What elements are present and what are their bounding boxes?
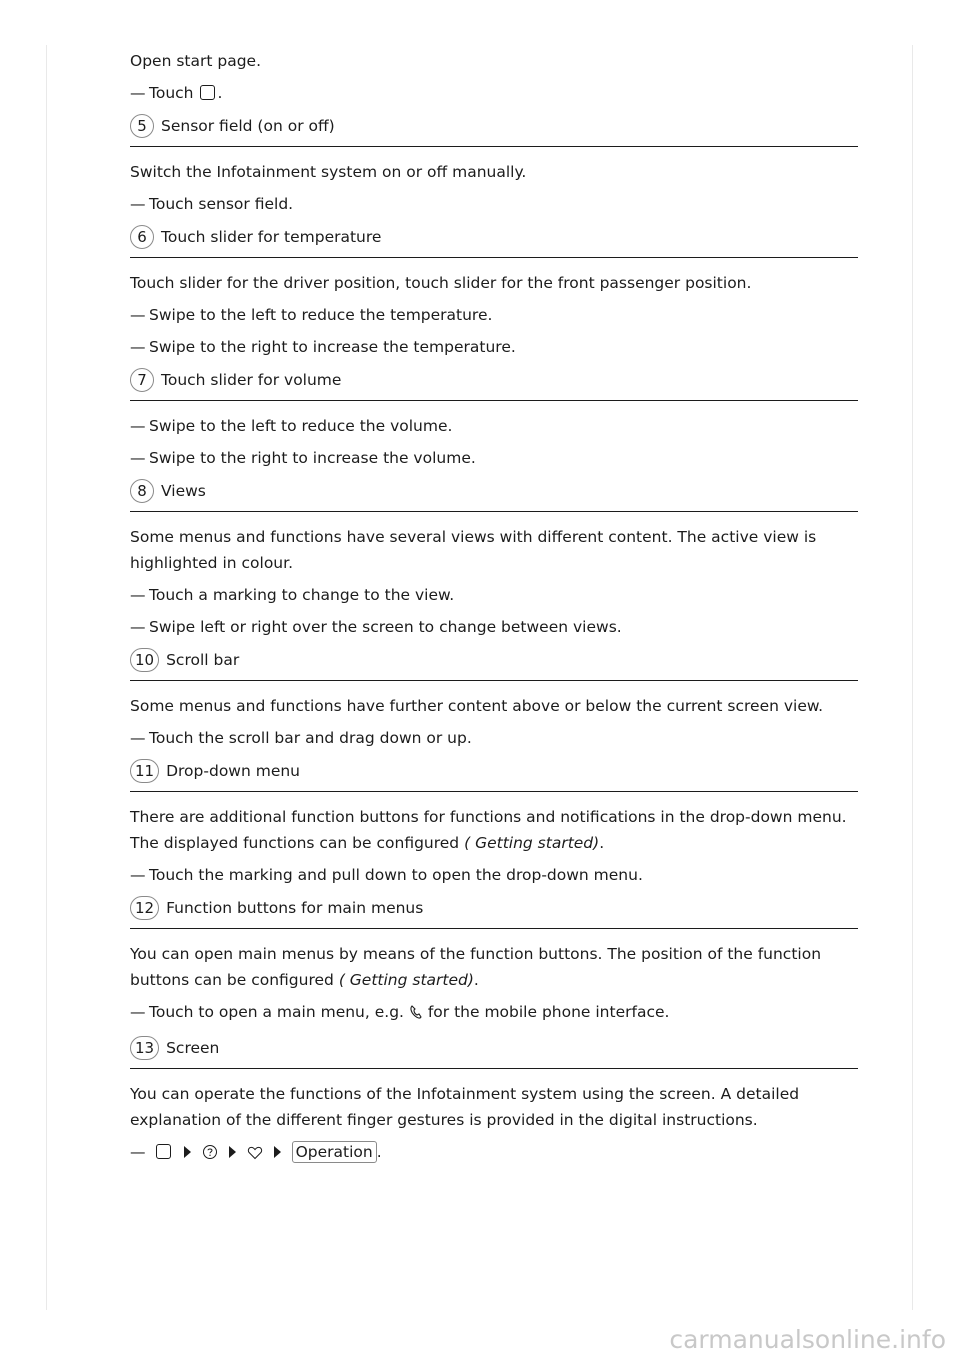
- phone-icon: [409, 1002, 423, 1028]
- section-number-badge: 11: [130, 759, 159, 783]
- section-header-11: [130, 759, 858, 792]
- section-number-badge: 13: [130, 1036, 159, 1060]
- help-circle-icon: [202, 1142, 218, 1168]
- cross-reference-link[interactable]: ( Getting started): [464, 834, 600, 852]
- section-title: Scroll bar: [166, 651, 240, 669]
- instruction-step: — Touch to open a main menu, e.g. for the mobile phone interface.: [130, 999, 858, 1028]
- section-title: Touch slider for temperature: [161, 228, 382, 246]
- page-margin-right: [912, 45, 913, 1310]
- heart-icon: [247, 1142, 263, 1168]
- section-title: Screen: [166, 1039, 220, 1057]
- watermark: carmanualsonline.info: [669, 1325, 946, 1354]
- instruction-step: — Touch the scroll bar and drag down or up.: [130, 729, 472, 747]
- section-header-10: [130, 648, 858, 681]
- section-body: Some menus and functions have further content above or below the current screen view.: [130, 697, 824, 715]
- section-body: There are additional function buttons for functions and notifications in the drop-down menu. The displayed functions can be configured ( Getting started).: [130, 808, 847, 852]
- page-margin-left: [46, 45, 47, 1310]
- section-header-12: [130, 896, 858, 929]
- section-body: Switch the Infotainment system on or off manually.: [130, 163, 527, 181]
- cross-reference-link[interactable]: ( Getting started): [338, 971, 474, 989]
- operation-chip[interactable]: Operation: [292, 1141, 377, 1163]
- menu-path: — Operation .: [130, 1139, 858, 1168]
- instruction-step: — Swipe to the right to increase the temperature.: [130, 338, 516, 356]
- section-body: Touch slider for the driver position, touch slider for the front passenger position.: [130, 274, 752, 292]
- section-body: Some menus and functions have several views with different content. The active view is highlighted in colour.: [130, 528, 817, 572]
- instruction-step: — Touch a marking to change to the view.: [130, 586, 455, 604]
- section-title: Function buttons for main menus: [166, 899, 424, 917]
- manual-page: [130, 48, 858, 1174]
- section-title: Sensor field (on or off): [161, 117, 335, 135]
- home-square-icon: [156, 1144, 171, 1159]
- section-title: Views: [161, 482, 206, 500]
- intro-step: — Touch .: [130, 84, 223, 102]
- instruction-step: — Swipe to the left to reduce the volume.: [130, 417, 453, 435]
- arrow-right-icon: [184, 1146, 191, 1158]
- instruction-step: — Touch sensor field.: [130, 195, 294, 213]
- home-square-icon: [200, 85, 215, 100]
- section-number-badge: 8: [130, 479, 154, 503]
- section-title: Touch slider for volume: [161, 371, 342, 389]
- section-title: Drop-down menu: [166, 762, 301, 780]
- section-number-badge: 7: [130, 368, 154, 392]
- section-number-badge: 10: [130, 648, 159, 672]
- intro-text: Open start page.: [130, 52, 261, 70]
- instruction-step: — Swipe to the left to reduce the temperature.: [130, 306, 493, 324]
- section-number-badge: 12: [130, 896, 159, 920]
- section-number-badge: 6: [130, 225, 154, 249]
- section-header-6: [130, 225, 858, 258]
- section-body: You can open main menus by means of the function buttons. The position of the function buttons can be configured ( Getting started).: [130, 945, 822, 989]
- arrow-right-icon: [229, 1146, 236, 1158]
- section-header-13: [130, 1036, 858, 1069]
- section-header-5: [130, 114, 858, 147]
- instruction-step: — Swipe to the right to increase the volume.: [130, 449, 476, 467]
- arrow-right-icon: [274, 1146, 281, 1158]
- section-header-8: [130, 479, 858, 512]
- instruction-step: — Touch the marking and pull down to open the drop-down menu.: [130, 866, 643, 884]
- section-header-7: [130, 368, 858, 401]
- section-number-badge: 5: [130, 114, 154, 138]
- section-body: You can operate the functions of the Infotainment system using the screen. A detailed explanation of the different finger gestures is provided in the digital instructions.: [130, 1085, 800, 1129]
- instruction-step: — Swipe left or right over the screen to change between views.: [130, 618, 622, 636]
